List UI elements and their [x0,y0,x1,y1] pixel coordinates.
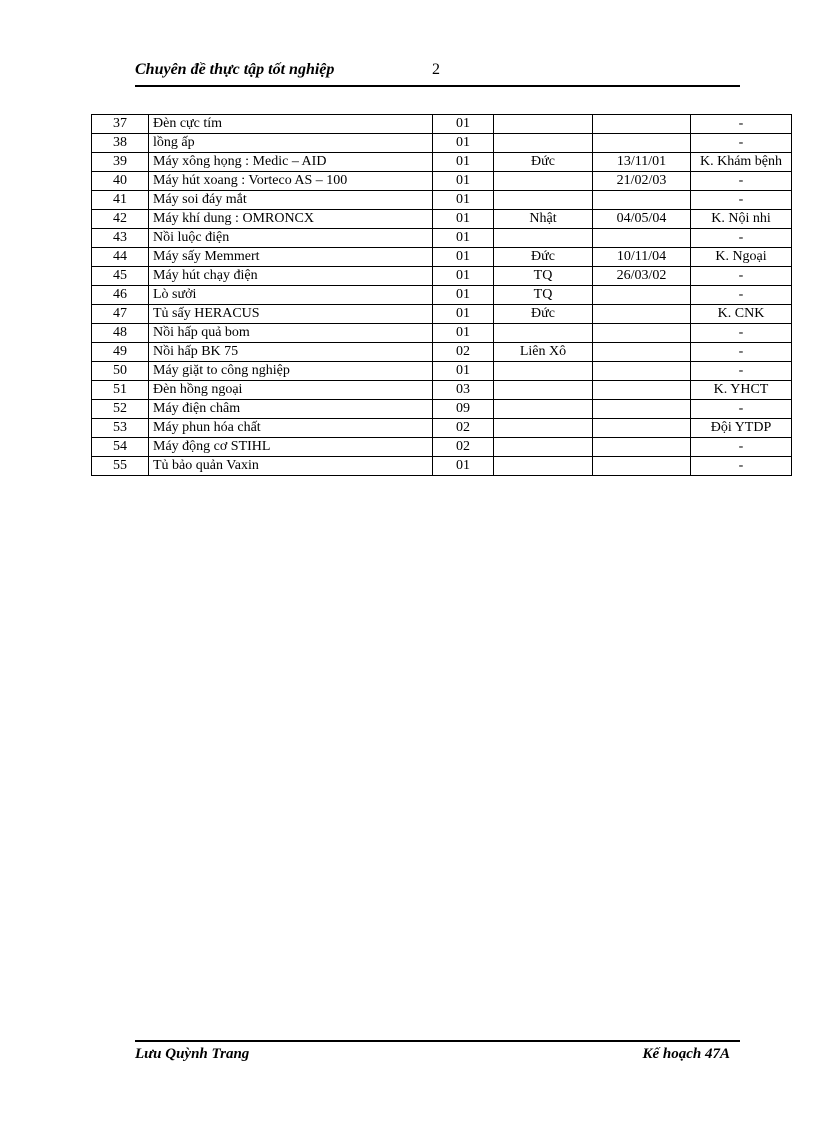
table-row [92,267,792,286]
row-number-cell: 47 [92,305,149,324]
origin-cell: Liên Xô [494,343,593,362]
equipment-name-cell: Máy điện châm [149,400,433,419]
date-cell [593,134,691,153]
origin-cell [494,229,593,248]
origin-cell [494,400,593,419]
date-cell [593,362,691,381]
table-row [92,115,792,134]
date-cell [593,381,691,400]
row-number-cell: 55 [92,457,149,476]
equipment-name-cell: Máy phun hóa chất [149,419,433,438]
table-row [92,324,792,343]
row-number-cell: 52 [92,400,149,419]
location-cell: - [691,400,792,419]
date-cell [593,457,691,476]
equipment-name-cell: Tủ sấy HERACUS [149,305,433,324]
row-number-cell: 54 [92,438,149,457]
date-cell [593,400,691,419]
location-cell: - [691,191,792,210]
table-row [92,362,792,381]
row-number-cell: 44 [92,248,149,267]
date-cell: 26/03/02 [593,267,691,286]
quantity-cell: 01 [433,191,494,210]
location-cell: - [691,134,792,153]
quantity-cell: 01 [433,210,494,229]
equipment-name-cell: lồng ấp [149,134,433,153]
date-cell [593,324,691,343]
quantity-cell: 01 [433,286,494,305]
location-cell: - [691,324,792,343]
date-cell: 04/05/04 [593,210,691,229]
location-cell: - [691,343,792,362]
origin-cell [494,419,593,438]
equipment-table-body [92,115,792,476]
table-row [92,153,792,172]
origin-cell: Nhật [494,210,593,229]
location-cell: - [691,438,792,457]
location-cell: K. Ngoại [691,248,792,267]
equipment-name-cell: Máy hút chạy điện [149,267,433,286]
location-cell: - [691,267,792,286]
row-number-cell: 39 [92,153,149,172]
row-number-cell: 45 [92,267,149,286]
origin-cell: Đức [494,248,593,267]
equipment-name-cell: Máy xông họng : Medic – AID [149,153,433,172]
row-number-cell: 48 [92,324,149,343]
row-number-cell: 42 [92,210,149,229]
location-cell: - [691,457,792,476]
location-cell: - [691,362,792,381]
location-cell: K. CNK [691,305,792,324]
quantity-cell: 01 [433,305,494,324]
origin-cell [494,457,593,476]
equipment-name-cell: Máy hút xoang : Vorteco AS – 100 [149,172,433,191]
quantity-cell: 01 [433,153,494,172]
row-number-cell: 40 [92,172,149,191]
origin-cell [494,324,593,343]
date-cell [593,438,691,457]
date-cell: 13/11/01 [593,153,691,172]
quantity-cell: 01 [433,362,494,381]
location-cell: K. Khám bệnh [691,153,792,172]
equipment-table [91,114,792,476]
table-row [92,419,792,438]
table-row [92,343,792,362]
page-header [135,60,740,87]
location-cell: - [691,172,792,191]
origin-cell [494,172,593,191]
row-number-cell: 50 [92,362,149,381]
author-name: Lưu Quỳnh Trang [135,1046,250,1062]
quantity-cell: 01 [433,172,494,191]
table-row [92,191,792,210]
quantity-cell: 02 [433,438,494,457]
location-cell: Đội YTDP [691,419,792,438]
origin-cell: Đức [494,153,593,172]
table-row [92,229,792,248]
quantity-cell: 02 [433,343,494,362]
quantity-cell: 01 [433,248,494,267]
origin-cell: TQ [494,286,593,305]
table-row [92,305,792,324]
date-cell [593,305,691,324]
equipment-name-cell: Đèn hồng ngoại [149,381,433,400]
table-row [92,400,792,419]
table-row [92,210,792,229]
quantity-cell: 01 [433,324,494,343]
origin-cell [494,115,593,134]
date-cell [593,115,691,134]
date-cell: 10/11/04 [593,248,691,267]
equipment-name-cell: Máy động cơ STIHL [149,438,433,457]
equipment-name-cell: Máy sấy Memmert [149,248,433,267]
origin-cell [494,362,593,381]
origin-cell [494,134,593,153]
table-row [92,248,792,267]
quantity-cell: 03 [433,381,494,400]
origin-cell [494,438,593,457]
row-number-cell: 53 [92,419,149,438]
row-number-cell: 51 [92,381,149,400]
origin-cell [494,191,593,210]
equipment-name-cell: Lò sưởi [149,286,433,305]
date-cell: 21/02/03 [593,172,691,191]
table-row [92,286,792,305]
quantity-cell: 01 [433,267,494,286]
table-row [92,172,792,191]
equipment-name-cell: Máy soi đáy mắt [149,191,433,210]
equipment-name-cell: Nồi luộc điện [149,229,433,248]
equipment-name-cell: Máy khí dung : OMRONCX [149,210,433,229]
quantity-cell: 09 [433,400,494,419]
table-row [92,457,792,476]
location-cell: - [691,229,792,248]
location-cell: - [691,115,792,134]
row-number-cell: 46 [92,286,149,305]
location-cell: K. Nội nhi [691,210,792,229]
date-cell [593,343,691,362]
page-number: 2 [432,61,440,78]
equipment-name-cell: Nồi hấp BK 75 [149,343,433,362]
origin-cell: Đức [494,305,593,324]
row-number-cell: 38 [92,134,149,153]
date-cell [593,229,691,248]
equipment-name-cell: Nồi hấp quả bom [149,324,433,343]
equipment-name-cell: Máy giặt to công nghiệp [149,362,433,381]
document-title: Chuyên đề thực tập tốt nghiệp [135,61,335,78]
row-number-cell: 41 [92,191,149,210]
equipment-name-cell: Tủ bảo quản Vaxin [149,457,433,476]
equipment-name-cell: Đèn cực tím [149,115,433,134]
date-cell [593,286,691,305]
quantity-cell: 01 [433,134,494,153]
quantity-cell: 01 [433,229,494,248]
table-row [92,381,792,400]
origin-cell: TQ [494,267,593,286]
class-name: Kế hoạch 47A [642,1046,730,1062]
location-cell: K. YHCT [691,381,792,400]
date-cell [593,419,691,438]
table-row [92,134,792,153]
row-number-cell: 49 [92,343,149,362]
row-number-cell: 43 [92,229,149,248]
row-number-cell: 37 [92,115,149,134]
quantity-cell: 01 [433,115,494,134]
table-row [92,438,792,457]
origin-cell [494,381,593,400]
date-cell [593,191,691,210]
quantity-cell: 02 [433,419,494,438]
page-footer [135,1040,740,1066]
quantity-cell: 01 [433,457,494,476]
location-cell: - [691,286,792,305]
